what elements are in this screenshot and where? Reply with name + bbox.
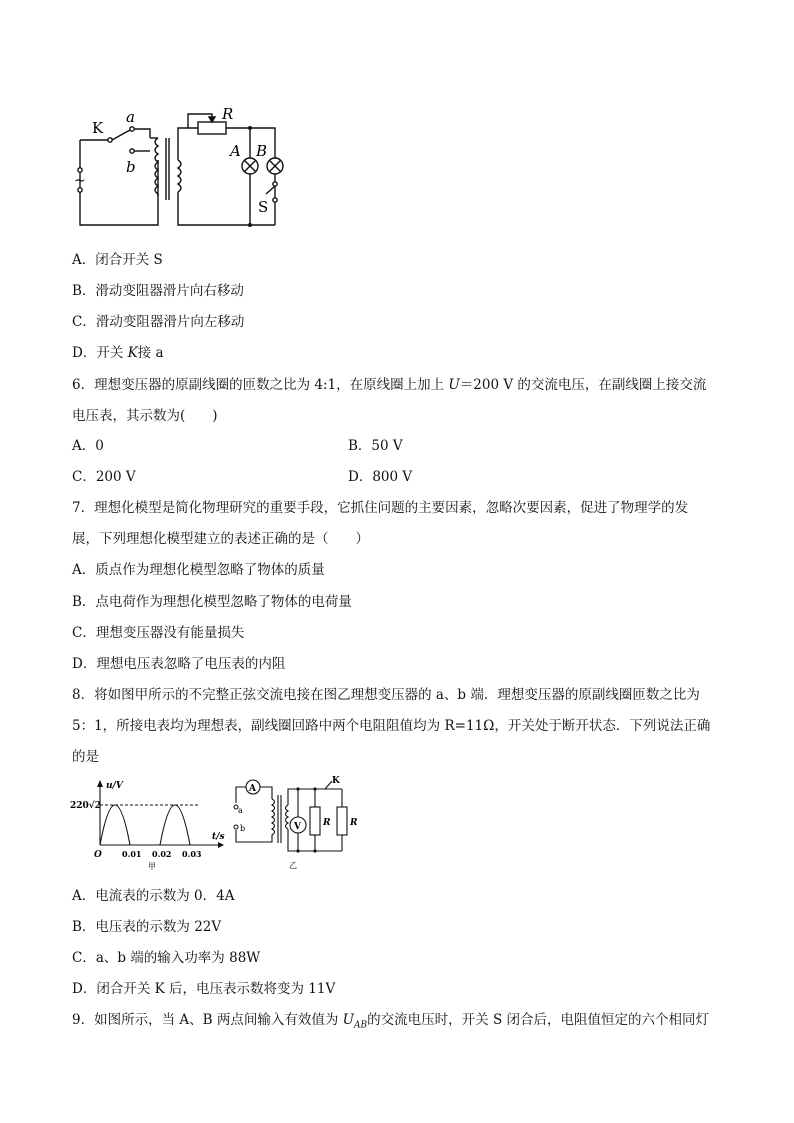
figure-waveform-and-transformer bbox=[70, 775, 370, 870]
q6-option-c: C．200 V bbox=[72, 469, 136, 485]
fig2-r2-label: R bbox=[350, 818, 358, 828]
fig2-caption-left: 甲 bbox=[148, 862, 156, 870]
label-k: K bbox=[92, 119, 104, 137]
q5-option-b: B．滑动变阻器滑片向右移动 bbox=[72, 283, 244, 299]
label-ac-source: ~ bbox=[74, 173, 86, 189]
q7-option-b: B．点电荷作为理想化模型忽略了物体的电荷量 bbox=[72, 594, 352, 610]
q6-stem-line1: 6．理想变压器的原副线圈的匝数之比为 4:1，在原线圈上加上 U＝200 V 的交流电压，在副线圈上接交流 bbox=[72, 377, 707, 393]
q5-option-c: C．滑动变阻器滑片向左移动 bbox=[72, 314, 245, 330]
fig2-terminal-b: b bbox=[240, 824, 246, 833]
fig2-ammeter-label: A bbox=[249, 784, 256, 794]
fig2-xlabel: t/s bbox=[212, 832, 225, 842]
q6-option-b: B．50 V bbox=[348, 438, 403, 454]
fig2-origin: O bbox=[94, 850, 102, 860]
q9-stem-line1: 9．如图所示，当 A、B 两点间输入有效值为 $U_{AB}$的交流电压时，开关 S 闭合后，电阻值恒定的六个相同灯 bbox=[72, 1012, 709, 1031]
q8-option-c: C．a、b 端的输入功率为 88W bbox=[72, 950, 261, 966]
q8-stem-line2: 5：1，所接电表均为理想表，副线圈回路中两个电阻阻值均为 R=11Ω，开关处于断开状态．下列说法正确 bbox=[72, 718, 711, 734]
fig2-terminal-a: a bbox=[238, 806, 243, 815]
fig2-tick-1: 0.01 bbox=[122, 849, 142, 859]
label-lamp-b: B bbox=[256, 142, 268, 160]
fig2-caption-right: 乙 bbox=[289, 861, 297, 870]
fig2-switch-label: K bbox=[332, 776, 340, 786]
fig2-ymax: 220√2 bbox=[70, 801, 101, 811]
label-lamp-a: A bbox=[230, 142, 241, 160]
figure-transformer-circuit bbox=[70, 100, 300, 230]
label-r: R bbox=[222, 105, 234, 123]
q8-option-b: B．电压表的示数为 22V bbox=[72, 919, 222, 935]
q7-stem-line1: 7．理想化模型是简化物理研究的重要手段，它抓住问题的主要因素，忽略次要因素，促进了物理学的发 bbox=[72, 500, 689, 516]
q6-option-d: D．800 V bbox=[348, 469, 413, 485]
fig2-tick-2: 0.02 bbox=[152, 849, 172, 859]
q6-stem-line2: 电压表，其示数为( ) bbox=[72, 408, 218, 424]
q8-stem-line1: 8．将如图甲所示的不完整正弦交流电接在图乙理想变压器的 a、b 端．理想变压器的原副线圈匝数之比为 bbox=[72, 687, 700, 703]
q7-option-a: A．质点作为理想化模型忽略了物体的质量 bbox=[72, 562, 325, 578]
q5-option-d: D．开关 K接 a bbox=[72, 345, 164, 361]
label-a: a bbox=[126, 108, 135, 126]
q6-option-a: A．0 bbox=[72, 438, 104, 454]
fig2-r1-label: R bbox=[323, 818, 331, 828]
q7-option-d: D．理想电压表忽略了电压表的内阻 bbox=[72, 656, 286, 672]
label-b: b bbox=[126, 158, 136, 176]
q5-option-a: A．闭合开关 S bbox=[72, 252, 163, 268]
label-switch-s: S bbox=[258, 198, 269, 216]
q7-option-c: C．理想变压器没有能量损失 bbox=[72, 625, 245, 641]
q8-stem-line3: 的是 bbox=[72, 749, 99, 765]
fig2-voltmeter-label: V bbox=[294, 822, 301, 832]
q8-option-d: D．闭合开关 K 后，电压表示数将变为 11V bbox=[72, 981, 336, 997]
fig2-ylabel: u/V bbox=[106, 781, 123, 791]
q8-option-a: A．电流表的示数为 0．4A bbox=[72, 888, 235, 904]
q7-stem-line2: 展，下列理想化模型建立的表述正确的是（ ） bbox=[72, 531, 369, 547]
fig2-tick-3: 0.03 bbox=[182, 849, 202, 859]
